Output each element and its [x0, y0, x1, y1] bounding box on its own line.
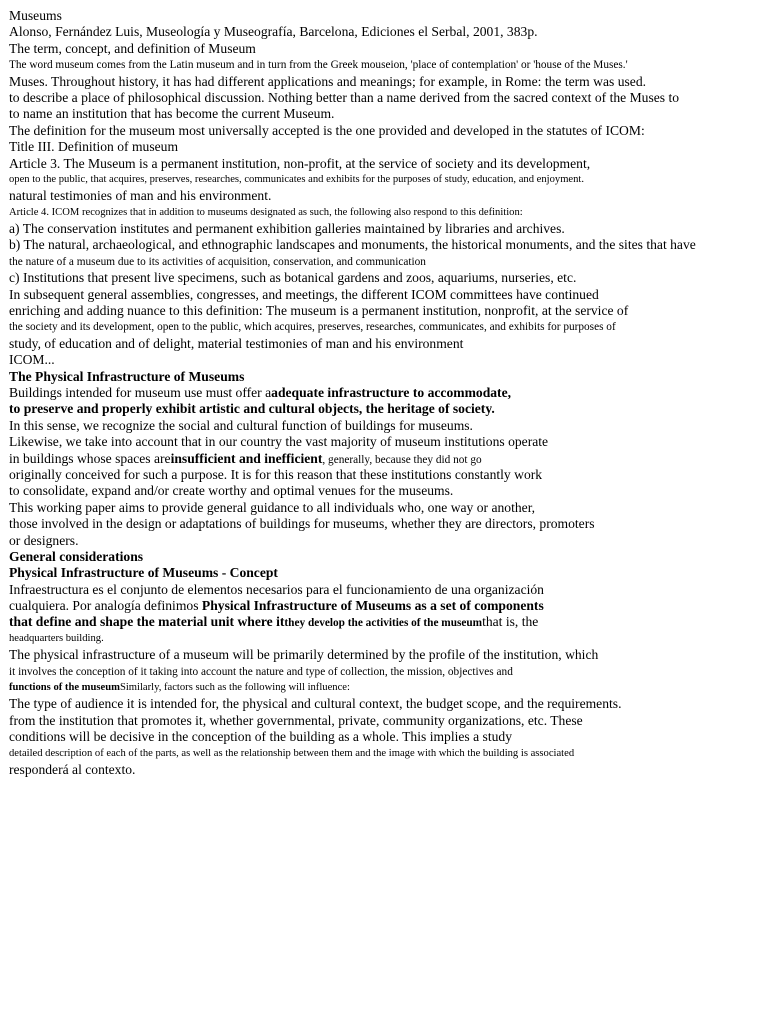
- text-line: In subsequent general assemblies, congresses, and meetings, the different ICOM committees have continued: [9, 286, 599, 302]
- text-run: in buildings whose spaces are: [9, 450, 171, 466]
- subheading-concept: Physical Infrastructure of Museums - Concept: [9, 565, 278, 581]
- text-line: those involved in the design or adaptations of buildings for museums, whether they are directors, promoters: [9, 516, 595, 532]
- text-line: a) The conservation institutes and permanent exhibition galleries maintained by libraries and archives.: [9, 221, 565, 237]
- text-run-bold: Physical Infrastructure of Museums as a set of components: [201, 598, 544, 614]
- text-line: open to the public, that acquires, preserves, researches, communicates and exhibits for the purposes of study, education, and enjoyment.: [9, 173, 585, 185]
- text-line-bold: to preserve and properly exhibit artistic and cultural objects, the heritage of society.: [9, 401, 495, 417]
- text-run: Buildings intended for museum use must offer a: [9, 384, 272, 400]
- text-run-small: , generally, because they did not go: [322, 453, 482, 466]
- text-line: enriching and adding nuance to this definition: The museum is a permanent institution, nonprofit, at the service of: [9, 303, 629, 319]
- text-line: This working paper aims to provide general guidance to all individuals who, one way or another,: [9, 499, 536, 515]
- text-run-bold: adequate infrastructure to accommodate,: [271, 384, 512, 400]
- text-line: ICOM...: [9, 352, 55, 368]
- text-line: from the institution that promotes it, whether governmental, private, community organizations, etc. These: [9, 712, 583, 728]
- text-line: natural testimonies of man and his environment.: [9, 188, 272, 204]
- heading-physical-infrastructure: The Physical Infrastructure of Museums: [9, 368, 245, 384]
- text-line: [9, 614, 761, 630]
- text-line: c) Institutions that present live specimens, such as botanical gardens and zoos, aquariums, nurseries, etc.: [9, 270, 577, 286]
- text-line: or designers.: [9, 532, 79, 548]
- text-run: Similarly, factors such as the following will influence:: [119, 682, 350, 694]
- text-line: Title III. Definition of museum: [9, 139, 179, 155]
- text-run-bold: that define and shape the material unit where it: [9, 614, 285, 630]
- section-title-term-concept: The term, concept, and definition of Museum: [9, 40, 256, 56]
- text-line: [9, 451, 761, 467]
- text-line: it involves the conception of it taking into account the nature and type of collection, the mission, objectives and: [9, 665, 513, 678]
- text-run: cualquiera. Por analogía definimos: [9, 598, 202, 614]
- text-line: Article 3. The Museum is a permanent institution, non-profit, at the service of society and its development,: [9, 155, 591, 171]
- text-line: In this sense, we recognize the social and cultural function of buildings for museums.: [9, 417, 473, 433]
- text-line: The physical infrastructure of a museum will be primarily determined by the profile of the institution, which: [9, 647, 599, 663]
- text-run-bold: functions of the museum: [9, 682, 120, 694]
- text-line: [9, 680, 761, 696]
- text-line: Likewise, we take into account that in our country the vast majority of museum institutions operate: [9, 434, 549, 450]
- document-body: [9, 8, 761, 778]
- text-line: Article 4. ICOM recognizes that in addition to museums designated as such, the following also respond to this definition:: [9, 206, 523, 218]
- text-line: The type of audience it is intended for, the physical and cultural context, the budget scope, and the requirements.: [9, 696, 622, 712]
- text-line: conditions will be decisive in the conception of the building as a whole. This implies a study: [9, 729, 513, 745]
- bibliographic-reference: Alonso, Fernández Luis, Museología y Museografía, Barcelona, Ediciones el Serbal, 2001, 383p.: [9, 24, 538, 40]
- text-line: to name an institution that has become the current Museum.: [9, 106, 335, 122]
- text-line: The definition for the museum most universally accepted is the one provided and developed in the statutes of ICOM:: [9, 122, 645, 138]
- text-line: Muses. Throughout history, it has had different applications and meanings; for example, in Rome: the term was used.: [9, 73, 647, 89]
- text-run: that is, the: [482, 614, 539, 630]
- text-line: The word museum comes from the Latin museum and in turn from the Greek mouseion, 'place of contemplation' or 'house of the Muses.': [9, 59, 628, 72]
- text-line: headquarters building.: [9, 632, 104, 644]
- text-line: responderá al contexto.: [9, 761, 136, 777]
- text-line: detailed description of each of the parts, as well as the relationship between them and the image with which the building is associated: [9, 747, 575, 759]
- document-title: Museums: [9, 8, 62, 23]
- text-line: b) The natural, archaeological, and ethnographic landscapes and monuments, the historical monuments, and the sites that have: [9, 237, 696, 253]
- text-run-bold-small: they develop the activities of the museum: [284, 617, 483, 630]
- text-line: [9, 598, 761, 614]
- text-line: to consolidate, expand and/or create worthy and optimal venues for the museums.: [9, 483, 454, 499]
- text-line: Infraestructura es el conjunto de elementos necesarios para el funcionamiento de una organización: [9, 581, 544, 597]
- text-line: originally conceived for such a purpose. It is for this reason that these institutions constantly work: [9, 466, 543, 482]
- text-line: the nature of a museum due to its activities of acquisition, conservation, and communication: [9, 255, 426, 268]
- text-line: study, of education and of delight, material testimonies of man and his environment: [9, 335, 464, 351]
- text-line: the society and its development, open to the public, which acquires, preserves, researches, communicates, and exhibits for purposes of: [9, 321, 616, 334]
- text-run-bold: insufficient and inefficient: [170, 450, 323, 466]
- text-line: to describe a place of philosophical discussion. Nothing better than a name derived from the sacred context of the Muses to: [9, 89, 680, 105]
- heading-general-considerations: General considerations: [9, 548, 144, 564]
- text-line: [9, 385, 761, 401]
